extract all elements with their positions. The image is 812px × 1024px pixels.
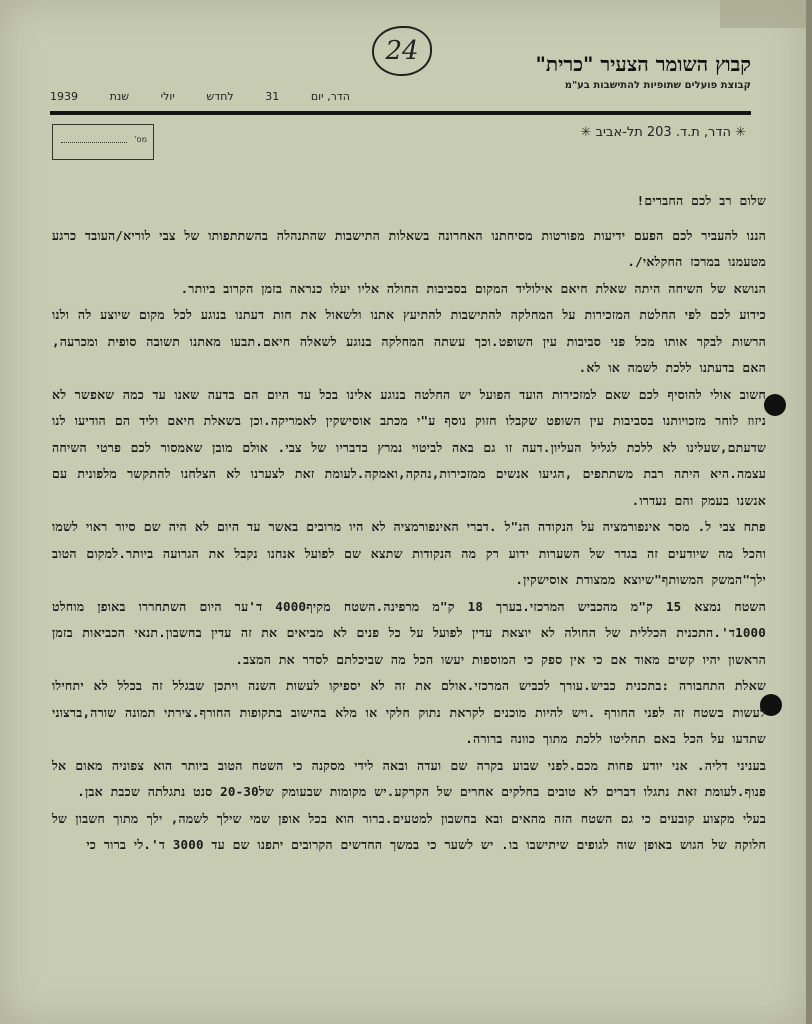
date-year-label: שנת <box>109 90 130 103</box>
paper-edge-wear <box>720 0 806 28</box>
letterhead-org-name: קבוץ השומר הצעיר "כרית" <box>535 52 751 76</box>
date-month-label: לחדש <box>206 90 234 103</box>
letterhead-rule <box>50 111 751 115</box>
letterhead-subtitle: קבוצת פועלים שתופיות להתישבות בע"מ <box>564 80 751 91</box>
paragraph: בעניני דליה. אני יודע פחות מכם.לפני שבוע בקרה שם ועדה ובאה לידי מסקנה כי השטח הטוב ביותר הוא צפוניה מאום אל פנוף.לעומת זאת נתגלו דברים לא טובים בחלקים אחרים של הקרקע.יש מקומות שבעומק של20-30 סנט נתגלתה שכבת אבן. <box>52 757 766 799</box>
paragraph: השטח נמצא 15 ק"מ מהכביש המרכזי.בערך 18 ק"מ מרפינה.השטח מקיף4000 ד'ער היום השתחררו באופן מוחלט 1000ד'.התכנית הכללית של החולה לא יוצאת עדין לפועל על כל פנים לא מביאים את זה עדין בחשבון.תנאי הכביאות בזמן הראשון יהיו קשים מאוד אם כי אין ספק כי המוספות יעשו הכל מה שביכלתם לסדר את המצב. <box>52 598 766 667</box>
paragraph: הננו להעביר לכם הפעם ידיעות מפורטות מסיחתנו האחרונה בשאלות התישבות שהתנהלה בהשתתפותו של צבי לוריא/העובד כרגע מטעמנו במרכז החקלאי/. <box>52 227 766 269</box>
ornament-icon: ✳ <box>735 125 746 140</box>
paragraph: פתח צבי ל. מסר אינפורמציה על הנקודה הנ"ל .דברי האינפורמציה לא היו מרובים באשר עד היום לא היה שם סיור ראוי לשמו והכל מה שיודעים זה בגדר של השערות ידוע רק מה הנקודות שתצא שם לפועל אנחנו נקבל את הגרועה ביותר.למקום הטוב ילך"המשק המשותף"שיוצא ממצודת אוסישקין. <box>52 519 766 587</box>
reference-box <box>52 124 154 160</box>
ornament-icon: ✳ <box>580 125 592 140</box>
date-year: 1939 <box>50 90 79 103</box>
paragraph: בעלי מקצוע קובעים כי גם השטח הזה מהאים ובא בחשבון למטעים.ברור הוא בכל אופן שמי שילך לשמה, ילך מתוך חשבון של חלוקה של הגוש באופן שוה לגופים שיתישבו בו. יש לשער כי במשך החדשים הקרובים יתפנו שם עד 3000 ד'.לי ברור כי <box>52 810 766 852</box>
paragraph: שאלת התחבורה :בתכנית כביש.עורך לכביש המרכזי.אולם את זה לא יספיקו לעשות השנה ויתכן שבגלל זה בכלל לא יתחילו לעשות בשטח זה לפני החורף .ויש להיות מוכנים לקראת נתוק חלקי או מלא בהישוב בתקופות החורף.צירתי תמונה שורה,ברצוני שתדעו על הכל באם תחליטו ללכת מתוך כוונה ברורה. <box>52 678 766 746</box>
address-text: הדר, ת.ד. 203 תל-אביב <box>595 125 731 140</box>
greeting: שלום רב לכם החברים! <box>636 193 766 208</box>
date-day: 31 <box>265 90 280 103</box>
date-month: יולי <box>160 90 175 103</box>
reference-line <box>61 142 127 143</box>
page-number: 24 <box>372 26 432 76</box>
paragraph: הנושא של השיחה היתה שאלת חיאם אילוליד המקום בסביבות החולה אליו יעלו כנראה בזמן הקרוב ביותר. <box>180 280 766 296</box>
punch-hole <box>764 394 786 416</box>
reference-label: מס' <box>134 135 147 144</box>
paragraph: חשוב אולי להוסיף לכם שאם למזכירות הועד הפועל יש החלטה בנוגע אלינו בכל עד היום הם בדעה שאנו עד כמה שאפשר לא ניזוז לוחר מזכויותנו בסביבות עין השופט שקבלו חזוק נוסף ע"י מכתב אוסישקין לאמריקה.וכן בשאלת חיאם וליד הם הודיעו לנו שדעתם,שעלינו לא ללכת לגליל העליון.דעה זו גם באה לביטוי נמרץ בדבריו של צבי. אולם מובן שאמסור לכם פרטי השיחה עצמה.היא היתה רבת משתתפים ,הגיעו אנשים ממזכירות,נהקה,ואמקה.לעומת זאת לצערנו לא הצלחנו להתקשר מלפונית עם אנשנו בעמק והם נעדרו. <box>52 386 766 508</box>
letter-body <box>52 188 766 859</box>
paragraph: כידוע לכם לפי החלטת המזכירות על המחלקה להתישבות להתיעץ אתנו ולשאול את חות דעתנו בנוגע לכל מקום שיוצע לה ולנו הרשות לבקר אותו מכל פני סביבות עין השופט.וכך עשתה המחלקה בנוגע לשאלה חיאם.תבעו מאתנו תשובה סופית ומכרעה, האם בדעתנו ללכת לשמה או לא. <box>52 307 766 375</box>
date-line <box>50 90 350 103</box>
letterhead-address <box>580 125 746 140</box>
date-prefix: הדר, יום <box>310 90 350 103</box>
